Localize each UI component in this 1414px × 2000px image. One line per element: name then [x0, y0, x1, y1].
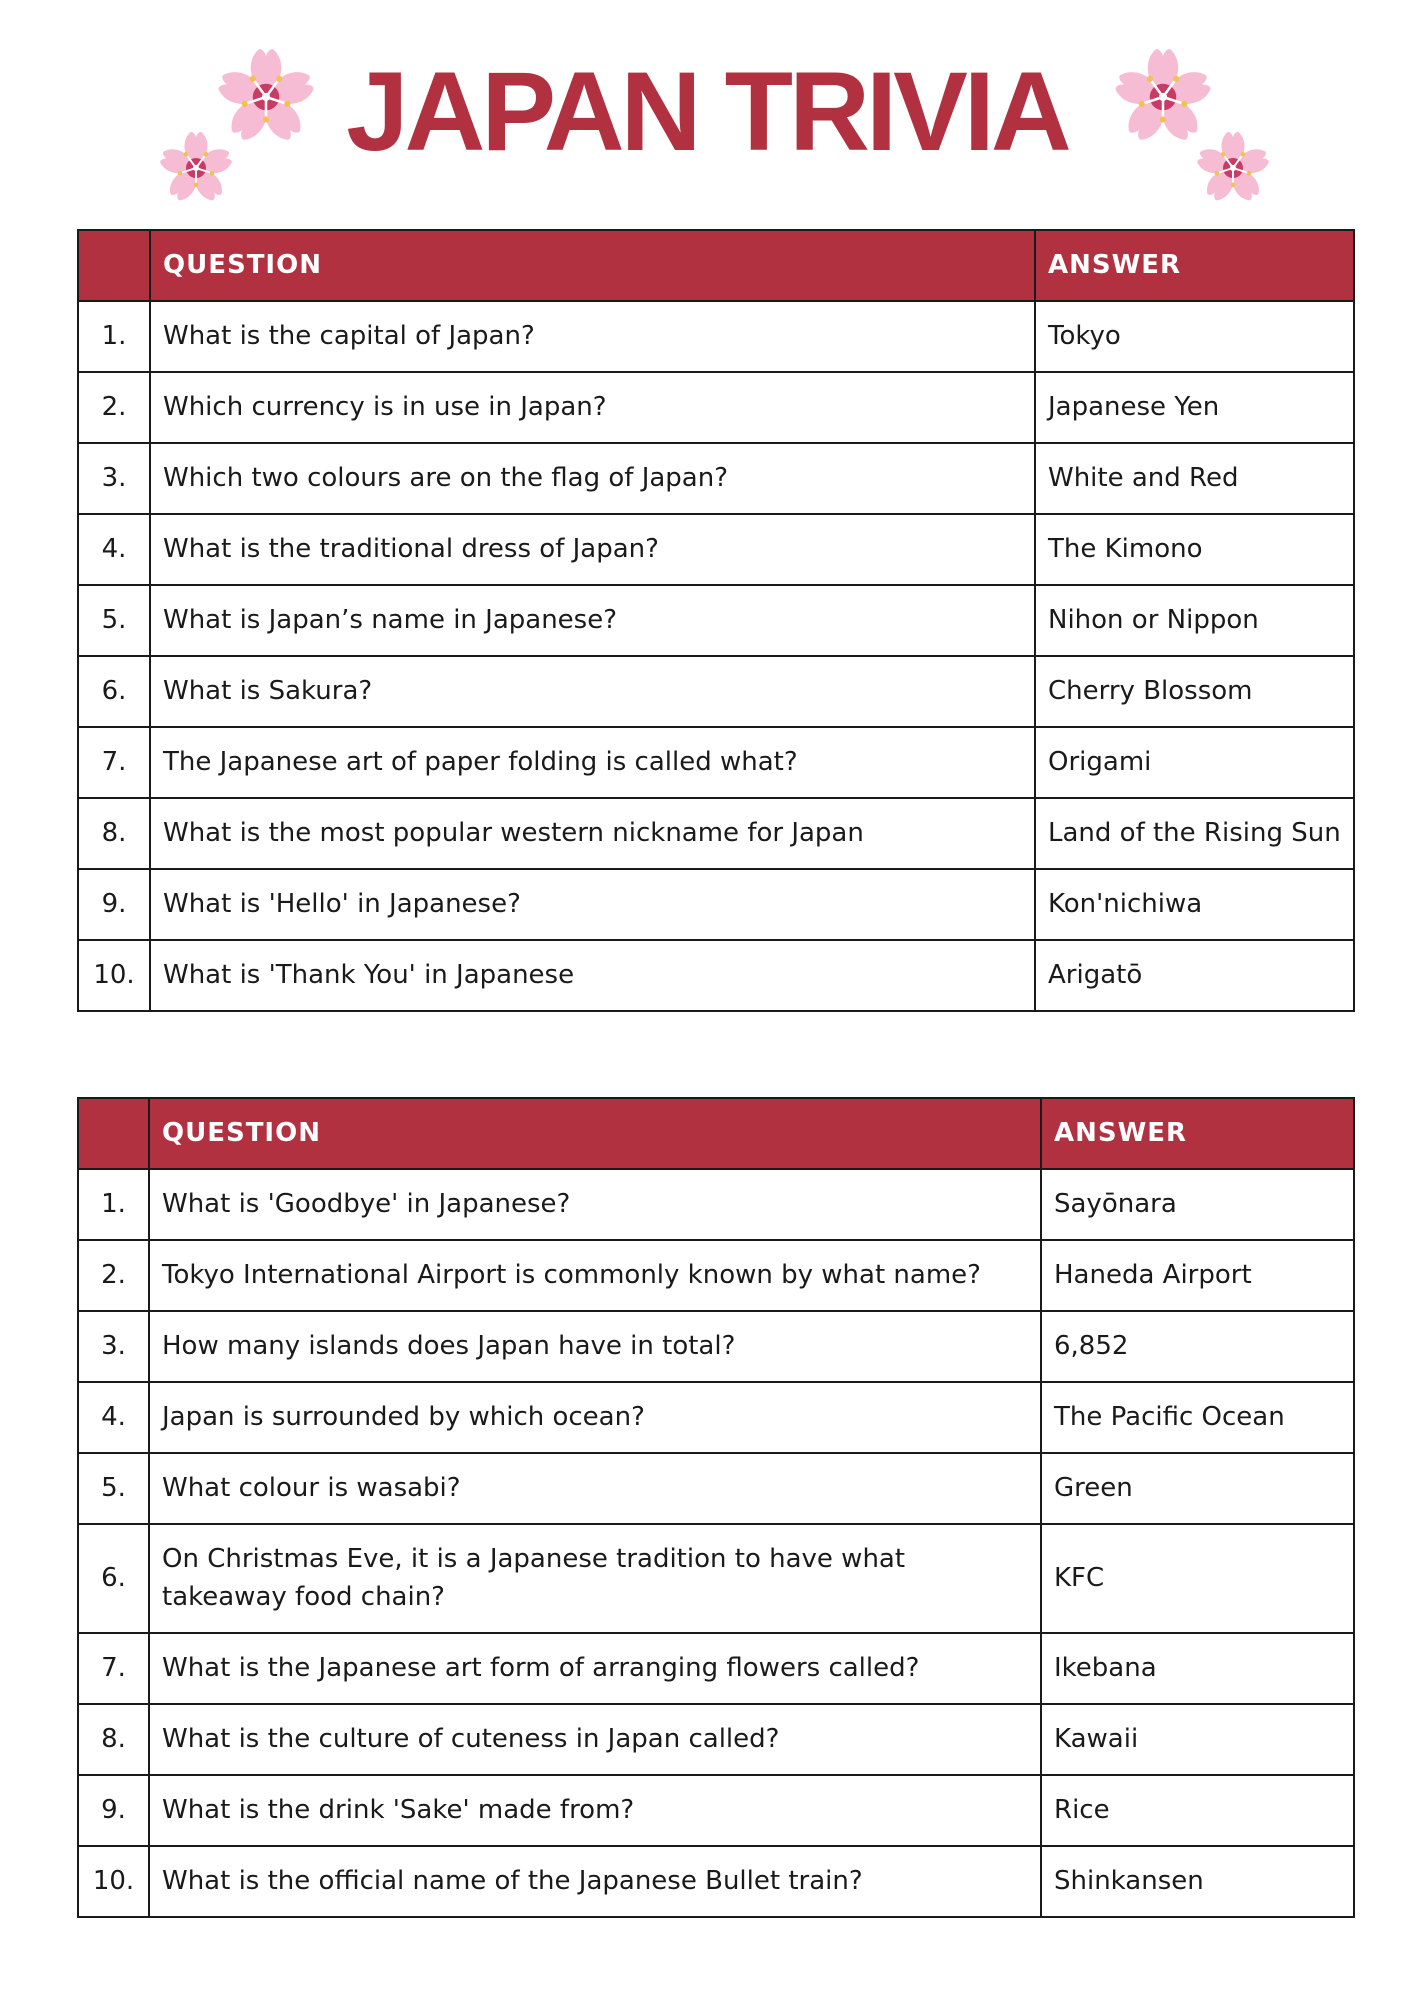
table-row [78, 1169, 1354, 1240]
answer-text: Kon'nichiwa [1035, 869, 1354, 940]
question-number: 2. [78, 1240, 149, 1311]
table-row [78, 372, 1354, 443]
answer-text: Shinkansen [1041, 1846, 1354, 1917]
table-row [78, 1704, 1354, 1775]
question-text: What is the drink 'Sake' made from? [149, 1775, 1041, 1846]
question-text: What is the most popular western nickname for Japan [150, 798, 1035, 869]
question-number: 1. [78, 1169, 149, 1240]
question-number: 6. [78, 1524, 149, 1633]
page-header [0, 0, 1414, 225]
question-number: 10. [78, 940, 150, 1011]
answer-text: Haneda Airport [1041, 1240, 1354, 1311]
table-header-row [78, 1098, 1354, 1169]
question-number: 3. [78, 443, 150, 514]
question-text: What is Japan’s name in Japanese? [150, 585, 1035, 656]
number-column-header [78, 1098, 149, 1169]
answer-text: Nihon or Nippon [1035, 585, 1354, 656]
answer-text: The Pacific Ocean [1041, 1382, 1354, 1453]
answer-text: Arigatō [1035, 940, 1354, 1011]
question-number: 2. [78, 372, 150, 443]
table-row [78, 585, 1354, 656]
table-row [78, 940, 1354, 1011]
table-header-row [78, 230, 1354, 301]
question-text: What colour is wasabi? [149, 1453, 1041, 1524]
question-text: Which two colours are on the flag of Japan? [150, 443, 1035, 514]
question-number: 3. [78, 1311, 149, 1382]
table-row [78, 869, 1354, 940]
answer-text: Tokyo [1035, 301, 1354, 372]
number-column-header [78, 230, 150, 301]
answer-text: White and Red [1035, 443, 1354, 514]
question-number: 7. [78, 1633, 149, 1704]
answer-text: Japanese Yen [1035, 372, 1354, 443]
cherry-blossom-icon [1193, 128, 1273, 208]
question-text: What is the traditional dress of Japan? [150, 514, 1035, 585]
question-text: The Japanese art of paper folding is called what? [150, 727, 1035, 798]
question-text: How many islands does Japan have in total? [149, 1311, 1041, 1382]
question-text: What is the official name of the Japanese Bullet train? [149, 1846, 1041, 1917]
answer-text: 6,852 [1041, 1311, 1354, 1382]
question-text: What is the Japanese art form of arranging flowers called? [149, 1633, 1041, 1704]
question-text: What is the culture of cuteness in Japan called? [149, 1704, 1041, 1775]
question-text: What is 'Thank You' in Japanese [150, 940, 1035, 1011]
question-number: 8. [78, 798, 150, 869]
table-row [78, 1240, 1354, 1311]
question-text: Japan is surrounded by which ocean? [149, 1382, 1041, 1453]
table-row [78, 514, 1354, 585]
question-text: Tokyo International Airport is commonly known by what name? [149, 1240, 1041, 1311]
question-text: What is the capital of Japan? [150, 301, 1035, 372]
question-number: 9. [78, 1775, 149, 1846]
trivia-table-1 [77, 229, 1355, 1012]
table-row [78, 727, 1354, 798]
answer-text: Land of the Rising Sun [1035, 798, 1354, 869]
question-text: What is Sakura? [150, 656, 1035, 727]
answer-text: Kawaii [1041, 1704, 1354, 1775]
question-number: 7. [78, 727, 150, 798]
question-column-header: QUESTION [150, 230, 1035, 301]
answer-text: Rice [1041, 1775, 1354, 1846]
answer-text: Origami [1035, 727, 1354, 798]
question-number: 4. [78, 514, 150, 585]
table-row [78, 798, 1354, 869]
table-row [78, 1311, 1354, 1382]
question-number: 1. [78, 301, 150, 372]
question-number: 8. [78, 1704, 149, 1775]
answer-column-header: ANSWER [1035, 230, 1354, 301]
question-number: 9. [78, 869, 150, 940]
answer-text: Sayōnara [1041, 1169, 1354, 1240]
answer-text: Green [1041, 1453, 1354, 1524]
question-number: 5. [78, 585, 150, 656]
table-row [78, 443, 1354, 514]
question-number: 10. [78, 1846, 149, 1917]
table-row [78, 1524, 1354, 1633]
answer-text: KFC [1041, 1524, 1354, 1633]
table-row [78, 1775, 1354, 1846]
question-text: Which currency is in use in Japan? [150, 372, 1035, 443]
table-row [78, 1453, 1354, 1524]
answer-text: Ikebana [1041, 1633, 1354, 1704]
page-title: JAPAN TRIVIA [346, 49, 1068, 174]
question-text: What is 'Hello' in Japanese? [150, 869, 1035, 940]
trivia-table-2 [77, 1097, 1355, 1918]
question-number: 6. [78, 656, 150, 727]
question-column-header: QUESTION [149, 1098, 1041, 1169]
table-row [78, 1846, 1354, 1917]
table-row [78, 1382, 1354, 1453]
answer-text: The Kimono [1035, 514, 1354, 585]
table-row [78, 301, 1354, 372]
table-row [78, 1633, 1354, 1704]
question-text: On Christmas Eve, it is a Japanese tradition to have what takeaway food chain? [149, 1524, 1041, 1633]
answer-column-header: ANSWER [1041, 1098, 1354, 1169]
question-number: 4. [78, 1382, 149, 1453]
question-number: 5. [78, 1453, 149, 1524]
answer-text: Cherry Blossom [1035, 656, 1354, 727]
table-row [78, 656, 1354, 727]
question-text: What is 'Goodbye' in Japanese? [149, 1169, 1041, 1240]
